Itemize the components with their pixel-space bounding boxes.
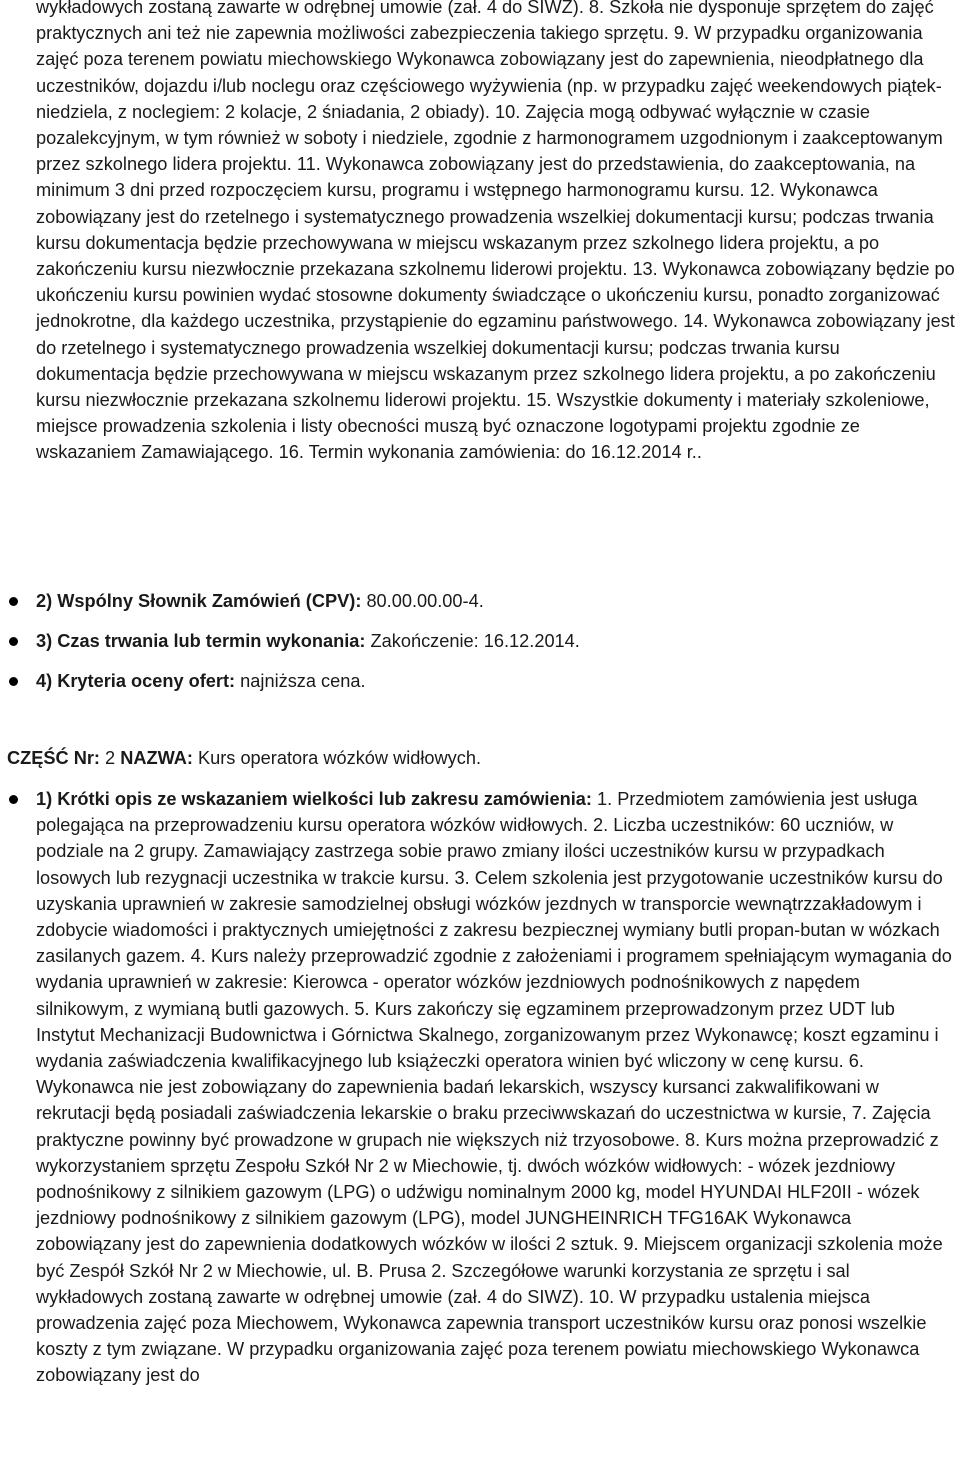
- bullet-icon: [9, 795, 18, 804]
- description-value: 1. Przedmiotem zamówienia jest usługa polegająca na przeprowadzeniu kursu operatora wózków widłowych. 2. Liczba uczestników: 60 uczniów, w podziale na 2 grupy. Zamawiający zastrzega sobie prawo zmiany ilości uczestników kursu w przypadkach losowych lub rezygnacji uczestnika w trakcie kursu. 3. Celem szkolenia jest przygotowanie uczestników kursu do uzyskania uprawnień w zakresie samodzielnej obsługi wózków jezdnych w transporcie wewnątrzzakładowym i zdobycie wiadomości i praktycznych umiejętności z zakresu bezpiecznej wymiany butli propan-butan w wózkach zasilanych gazem. 4. Kurs należy przeprowadzić zgodnie z założeniami i programem spełniającym wymagania do wydania uprawnień w zakresie: Kierowca - operator wózków jezdniowych podnośnikowych z napędem silnikowym, z wymianą butli gazowych. 5. Kurs zakończy się egzaminem przeprowadzonym przez UDT lub Instytut Mechanizacji Budownictwa i Górnictwa Skalnego, zorganizowanym przez Wykonawcę; koszt egzaminu i wydania zaświadczenia kwalifikacyjnego lub książeczki operatora winien być wliczony w cenę kursu. 6. Wykonawca nie jest zobowiązany do zapewnienia badań lekarskich, wszyscy kursanci zakwalifikowani w rekrutacji będą posiadali zaświadczenia lekarskie o braku przeciwwskazań do uczestnictwa w kursie, 7. Zajęcia praktyczne powinny być prowadzone w grupach nie większych niż trzyosobowe. 8. Kurs można przeprowadzić z wykorzystaniem sprzętu Zespołu Szkół Nr 2 w Miechowie, tj. dwóch wózków widłowych: - wózek jezdniowy podnośnikowy z silnikiem gazowym (LPG) o udźwigu nominalnym 2000 kg, model HYUNDAI HLF20II - wózek jezdniowy podnośnikowy z silnikiem gazowym (LPG), model JUNGHEINRICH TFG16AK Wykonawca zobowiązany jest do zapewnienia dodatkowych wózków w ilości 2 sztuk. 9. Miejscem organizacji szkolenia może być Zespół Szkół Nr 2 w Miechowie, ul. B. Prusa 2. Szczegółowe warunki korzystania ze sprzętu i sal wykładowych zostaną zawarte w odrębnej umowie (zał. 4 do SIWZ). 10. W przypadku ustalenia miejsca prowadzenia zajęć poza Miechowem, Wykonawca zapewnia transport uczestników kursu oraz ponosi wszelkie koszty z tym związane. W przypadku organizowania zajęć poza terenem powiatu miechowskiego Wykonawca zobowiązany jest do: [36, 789, 952, 1386]
- duration-label: 3) Czas trwania lub termin wykonania:: [36, 631, 366, 651]
- list-item-criteria: [0, 668, 956, 708]
- bullet-icon: [9, 597, 18, 606]
- list-item-description: [0, 786, 956, 1389]
- bullet-icon: [9, 637, 18, 646]
- part-label: CZĘŚĆ Nr:: [7, 748, 100, 768]
- description-label: 1) Krótki opis ze wskazaniem wielkości lub zakresu zamówienia:: [36, 789, 592, 809]
- bullet-icon: [9, 677, 18, 686]
- list-item-duration: [0, 628, 956, 668]
- part-number: 2: [99, 748, 121, 768]
- list-item-cpv: [0, 588, 956, 628]
- criteria-label: 4) Kryteria oceny ofert:: [36, 671, 236, 691]
- section-heading: [7, 745, 957, 771]
- duration-value: Zakończenie: 16.12.2014.: [365, 631, 580, 651]
- cpv-value: 80.00.00.00-4.: [361, 591, 484, 611]
- name-label: NAZWA:: [120, 748, 193, 768]
- detail-list: [0, 588, 960, 708]
- body-paragraph: wykładowych zostaną zawarte w odrębnej umowie (zał. 4 do SIWZ). 8. Szkoła nie dysponuje sprzętem do zajęć praktycznych ani też nie zapewnia możliwości zabezpieczenia takiego sprzętu. 9. W przypadku organizowania zajęć poza terenem powiatu miechowskiego Wykonawca zobowiązany jest do zapewnienia, nieodpłatnego dla uczestników, dojazdu i/lub noclegu oraz częściowego wyżywienia (np. w przypadku zajęć weekendowych piątek-niedziela, z noclegiem: 2 kolacje, 2 śniadania, 2 obiady). 10. Zajęcia mogą odbywać wyłącznie w czasie pozalekcyjnym, w tym również w soboty i niedziele, zgodnie z harmonogramem uzgodnionym i zaakceptowanym przez szkolnego lidera projektu. 11. Wykonawca zobowiązany jest do przedstawienia, do zaakceptowania, na minimum 3 dni przed rozpoczęciem kursu, programu i wstępnego harmonogramu kursu. 12. Wykonawca zobowiązany jest do rzetelnego i systematycznego prowadzenia wszelkiej dokumentacji kursu; podczas trwania kursu dokumentacja będzie przechowywana w miejscu wskazanym przez szkolnego lidera projektu, a po zakończeniu kursu niezwłocznie przekazana szkolnemu liderowi projektu. 13. Wykonawca zobowiązany będzie po ukończeniu kursu powinien wydać stosowne dokumenty świadczące o ukończeniu kursu, ponadto zorganizować jednokrotne, dla każdego uczestnika, przystąpienie do egzaminu państwowego. 14. Wykonawca zobowiązany jest do rzetelnego i systematycznego prowadzenia wszelkiej dokumentacji kursu; podczas trwania kursu dokumentacja będzie przechowywana w miejscu wskazanym przez szkolnego lidera projektu, a po zakończeniu kursu niezwłocznie przekazana szkolnemu liderowi projektu. 15. Wszystkie dokumenty i materiały szkoleniowe, miejsce prowadzenia szkolenia i listy obecności muszą być oznaczone logotypami projektu zgodnie ze wskazaniem Zamawiającego. 16. Termin wykonania zamówienia: do 16.12.2014 r..: [36, 0, 955, 463]
- criteria-value: najniższa cena.: [235, 671, 366, 691]
- cpv-label: 2) Wspólny Słownik Zamówień (CPV):: [36, 591, 362, 611]
- description-list: [0, 786, 960, 1389]
- name-value: Kurs operatora wózków widłowych.: [192, 748, 482, 768]
